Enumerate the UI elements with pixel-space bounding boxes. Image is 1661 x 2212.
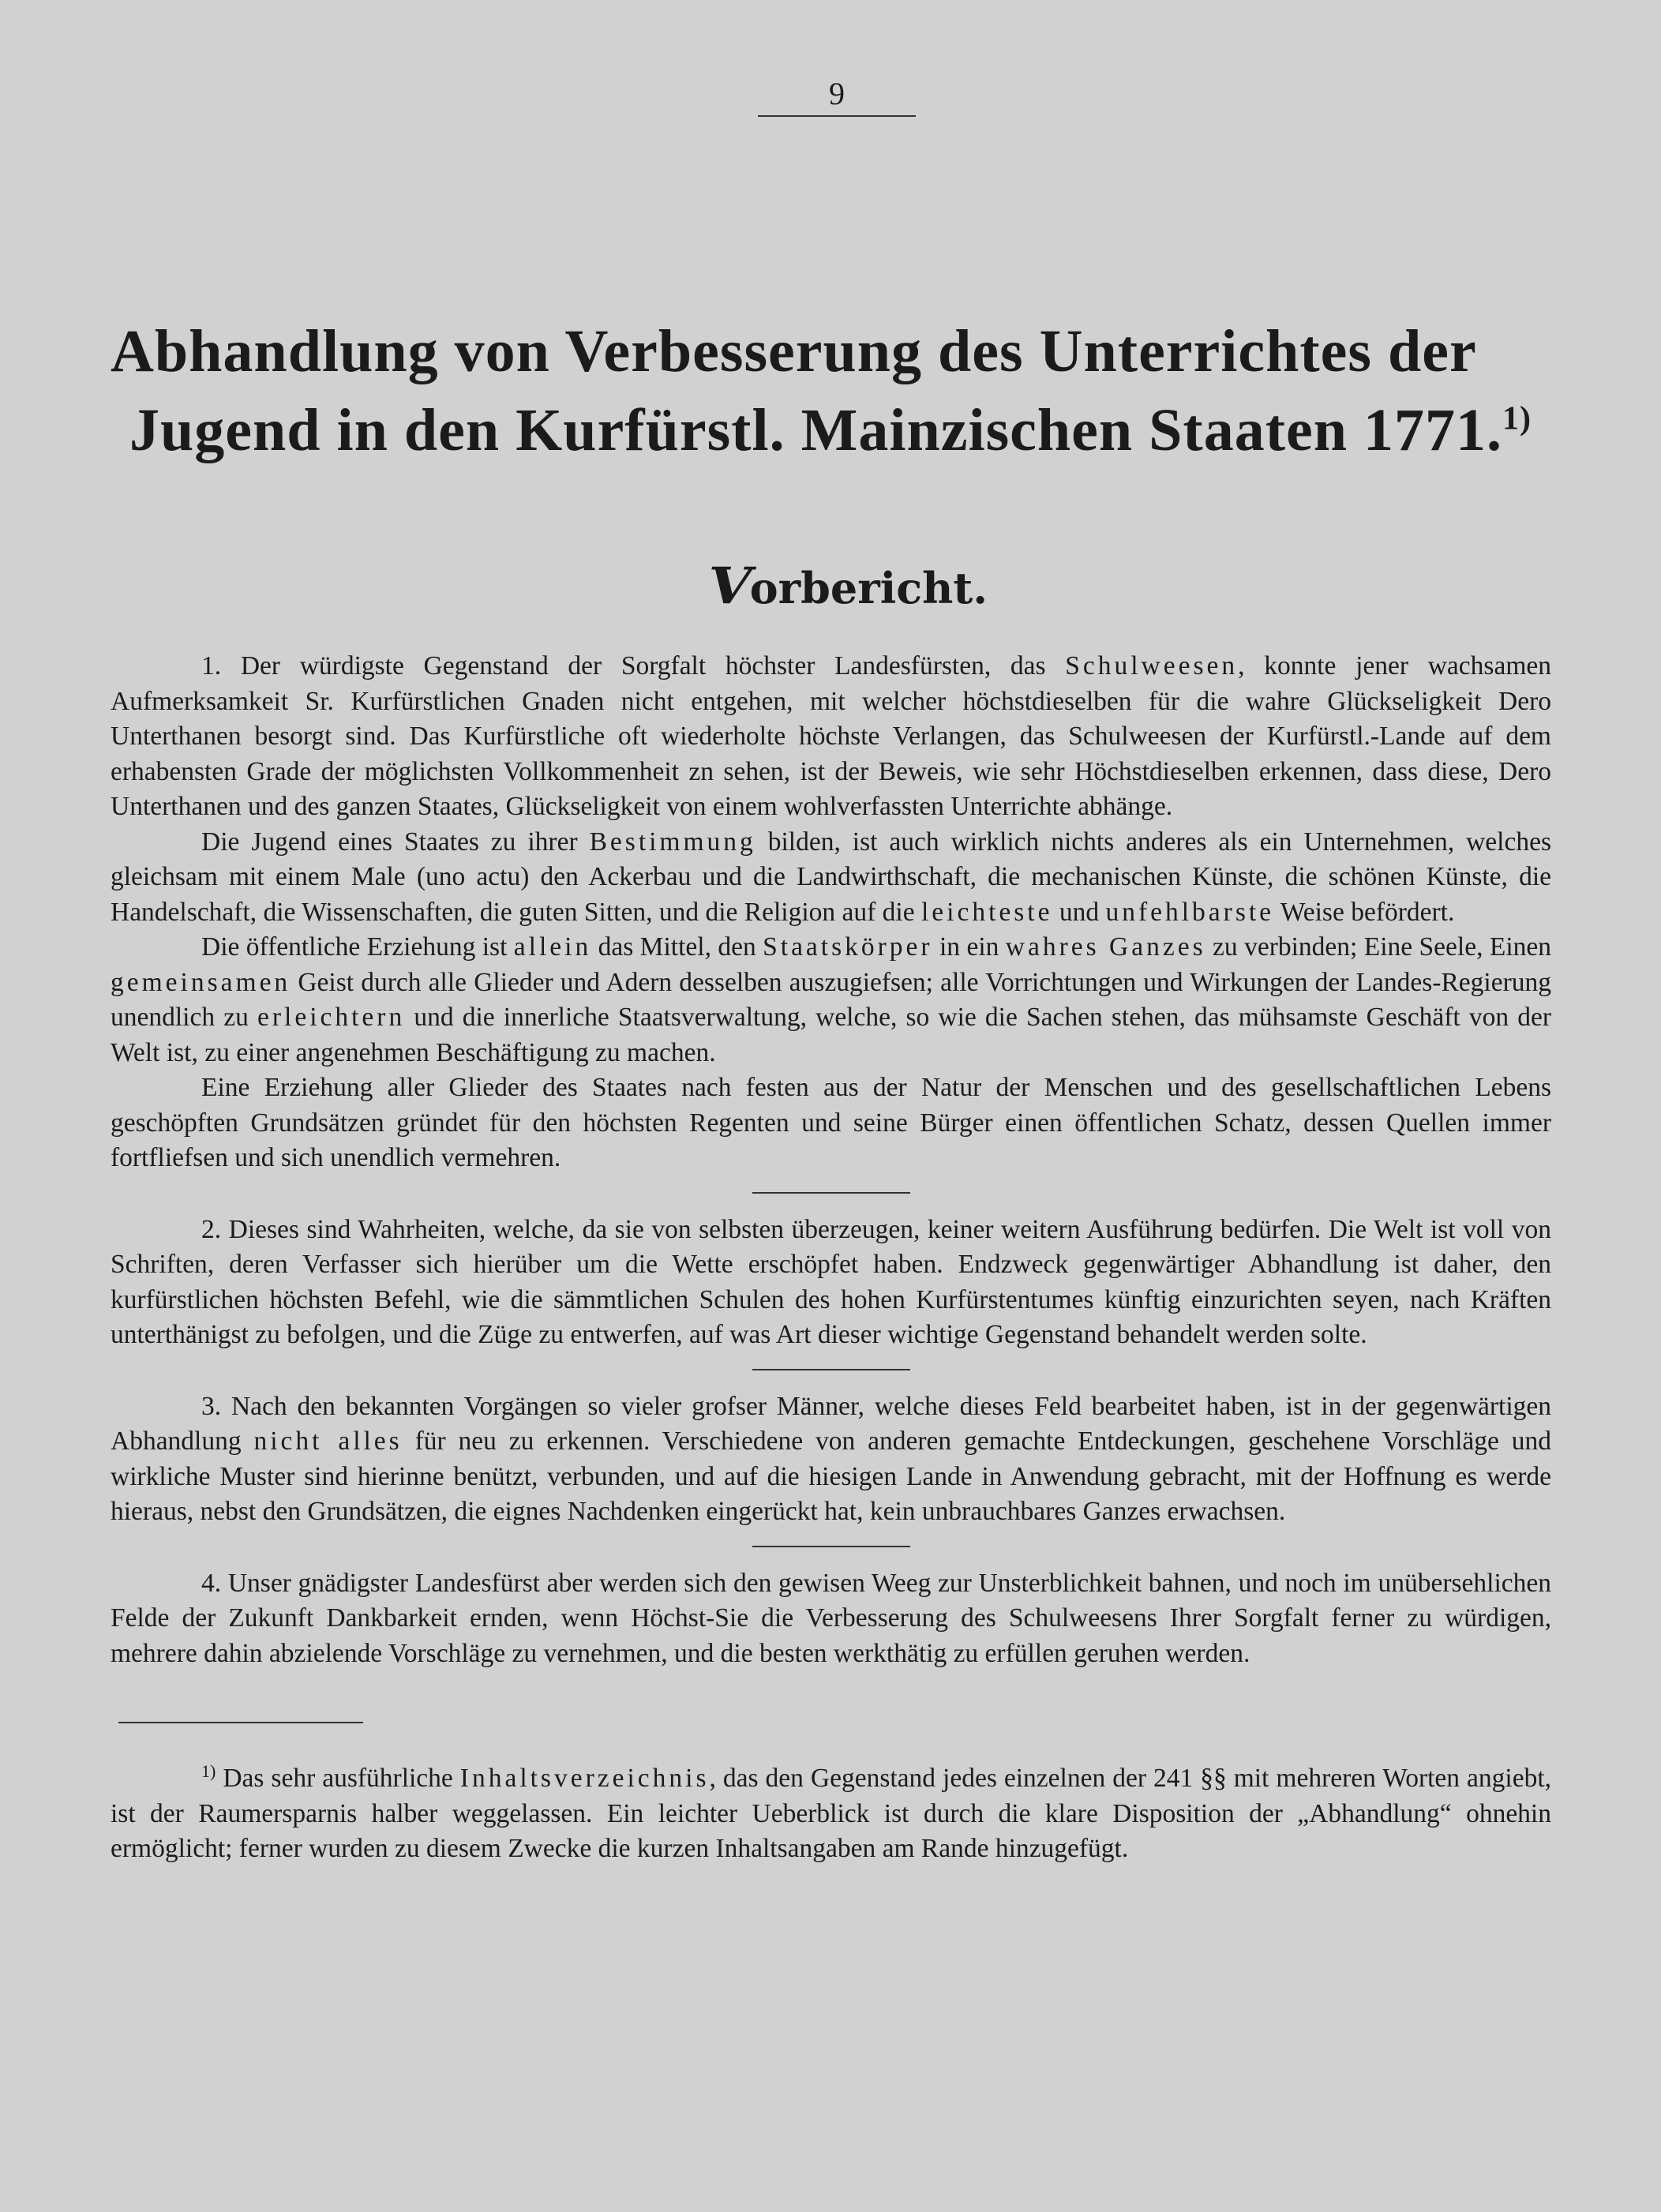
paragraph-1-3 [111, 930, 1551, 1070]
text-run: 3. Nach den bekannten Vorgängen so vieler grofser Männer, welche dieses Feld bearbeitet haben, ist in der gegenwärtigen Abhandlung [111, 1391, 1551, 1456]
spaced-text: Staatskörper [763, 932, 933, 962]
section-separator [752, 1546, 910, 1547]
text-run: und [1052, 897, 1106, 927]
spaced-text: Schulweesen [1065, 651, 1239, 680]
text-run: Die Jugend eines Staates zu ihrer [201, 827, 590, 857]
heading-initial: V [708, 557, 752, 616]
text-run: Das sehr ausführliche [216, 1764, 460, 1793]
text-run: in ein [932, 932, 1006, 962]
text-run: und die innerliche Staatsverwaltung, welche, so wie die Sachen stehen, das mühsamste Geschäft von der Welt ist, zu einer angenehmen Beschäftigung zu machen. [111, 1003, 1551, 1067]
footnote [111, 1761, 1551, 1867]
spaced-text: leichteste [920, 897, 1053, 927]
title-footnote-marker: 1) [1502, 400, 1532, 437]
paragraph-2: 2. Dieses sind Wahrheiten, welche, da sie von selbsten überzeugen, keiner weitern Ausführung bedürfen. Die Welt ist voll von Schriften, deren Verfasser sich hierüber um die Wette erschöpfet haben. Endzweck gegenwärtiger Abhandlung ist daher, den kurfürstlichen höchsten Befehl, wie die sämmtlichen Schulen des hohen Kurfürstentumes künftig einzurichten seyen, nach Kräften unterthänigst zu befolgen, und die Züge zu entwerfen, auf was Art dieser wichtige Gegenstand behandelt werden solte. [111, 1214, 1551, 1349]
paragraph-3 [111, 1389, 1551, 1530]
title-line-2 [111, 391, 1563, 470]
text-run: , das den Gegenstand jedes einzelnen der 241 §§ mit mehreren Worten angiebt, ist der Raumersparnis halber weggelassen. Ein leichter Ueberblick ist durch die klare Disposition der „Abhandlung“ ohnehin ermöglicht; ferner wurden zu diesem Zwecke die kurzen Inhaltsangaben am Rande hinzugefügt. [111, 1764, 1551, 1863]
spaced-text: nicht alles [253, 1427, 403, 1456]
footnote-rule [118, 1722, 363, 1723]
text-run: Weise befördert. [1274, 897, 1455, 927]
body-text [111, 649, 1551, 1867]
text-run: Die öffentliche Erziehung ist [201, 932, 514, 962]
section-separator [752, 1369, 910, 1370]
heading-text: orbericht. [749, 563, 988, 613]
paragraph-1-2 [111, 825, 1551, 931]
section-separator [752, 1192, 910, 1194]
page-number-rule [758, 115, 916, 117]
text-run: 1. Der würdigste Gegenstand der Sorgfalt höchster Landesfürsten, das [201, 651, 1066, 680]
spaced-text: erleichtern [257, 1003, 406, 1032]
text-run: Geist durch alle Glieder und Adern desselben auszugiefsen; alle Vorrichtungen und Wirkungen der Landes-Regierung unendlich zu [111, 967, 1551, 1032]
footnote-text [111, 1761, 1551, 1867]
spaced-text: wahres Ganzes [1005, 932, 1206, 962]
title-line-2-text: Jugend in den Kurfürstl. Mainzischen Staaten 1771. [129, 397, 1503, 463]
paragraph-4: 4. Unser gnädigster Landesfürst aber werden sich den gewisen Weeg zur Unsterblichkeit bahnen, und noch im unübersehlichen Felde der Zukunft Dankbarkeit ernden, wenn Höchst-Sie die Verbesserung des Schulweesens Ihrer Sorgfalt ferner zu würdigen, mehrere dahin abzielende Vorschläge zu vernehmen, und die besten werkthätig zu erfüllen geruhen werden. [111, 1568, 1551, 1668]
text-run: bilden, ist auch wirklich nichts anderes als ein Unternehmen, welches gleichsam mit einem Male (uno actu) den Ackerbau und die Landwirthschaft, die mechanischen Künste, die schönen Künste, die Handelschaft, die Wissenschaften, die guten Sitten, und die Religion auf die [111, 827, 1551, 927]
page-number: 9 [829, 76, 845, 111]
paragraph-1-1 [111, 649, 1551, 825]
text-run: zu verbinden; Eine Seele, Einen [1205, 932, 1552, 962]
section-heading [708, 557, 1042, 616]
text-run: das Mittel, den [591, 932, 763, 962]
spaced-text: gemeinsamen [111, 967, 291, 997]
spaced-text: Inhaltsverzeichnis [459, 1764, 710, 1793]
spaced-text: unfehlbarste [1105, 897, 1275, 927]
text-run: für neu zu erkennen. Verschiedene von anderen gemachte Entdeckungen, geschehene Vorschläge und wirkliche Muster sind hierinne benützt, verbunden, und auf die hiesigen Lande in Anwendung gebracht, mit der Hoffnung es werde hieraus, nebst den Grundsätzen, die eignes Nachdenken eingerückt hat, kein unbrauchbares Ganzes erwachsen. [111, 1427, 1551, 1526]
paragraph-1-4: Eine Erziehung aller Glieder des Staates nach festen aus der Natur der Menschen und des gesellschaftlichen Lebens geschöpften Grundsätzen gründet für den höchsten Regenten und seine Bürger einen öffentlichen Schatz, dessen Quellen immer fortfliefsen und sich unendlich vermehren. [111, 1073, 1551, 1172]
spaced-text: allein [513, 932, 592, 962]
spaced-text: Bestimmung [589, 827, 756, 857]
document-title [111, 312, 1563, 470]
title-line-1: Abhandlung von Verbesserung des Unterrichtes der [111, 318, 1477, 384]
text-run: , konnte jener wachsamen Aufmerksamkeit Sr. Kurfürstlichen Gnaden nicht entgehen, mit welcher höchstdieselben für die wahre Glückseligkeit Dero Unterthanen besorgt sind. Das Kurfürstliche oft wiederholte höchste Verlangen, das Schulweesen der Kurfürstl.-Lande auf dem erhabensten Grade der möglichsten Vollkommenheit zn sehen, ist der Beweis, wie sehr Höchstdieselben erkennen, dass diese, Dero Unterthanen und des ganzen Staates, Glückseligkeit von einem wohlverfassten Unterrichte abhänge. [111, 651, 1552, 821]
footnote-marker: 1) [201, 1760, 216, 1781]
